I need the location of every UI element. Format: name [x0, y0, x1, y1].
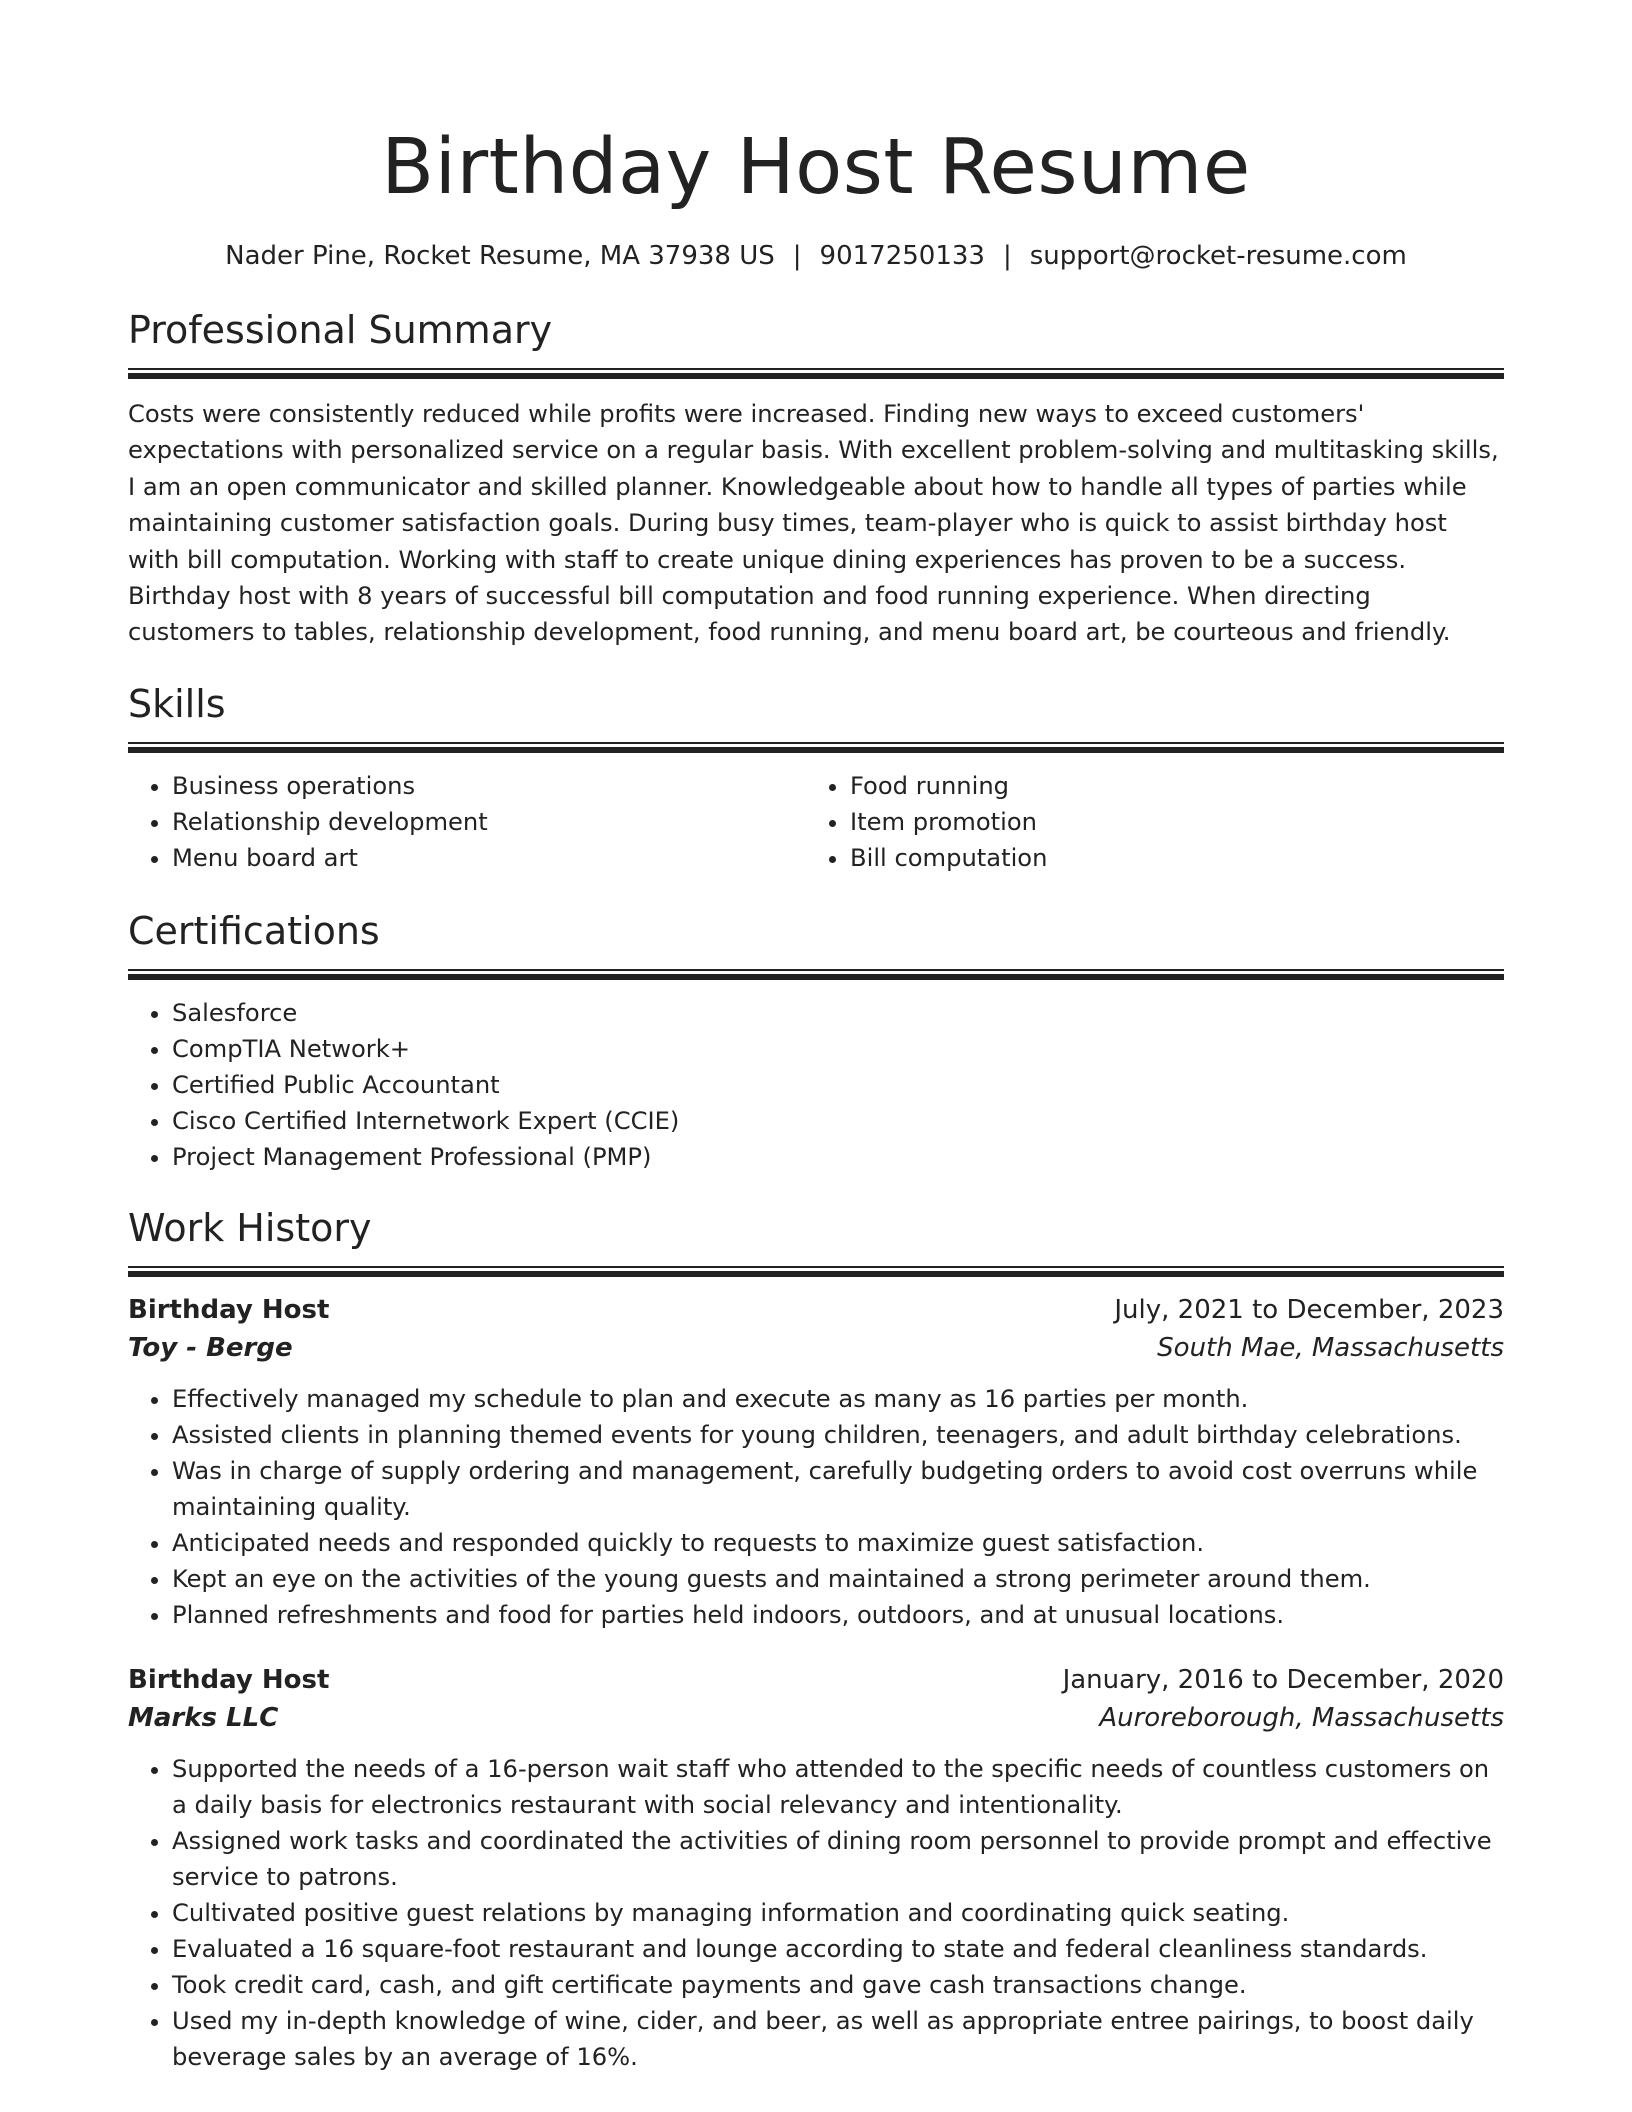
section-divider — [128, 1266, 1504, 1277]
job-bullet: • Cultivated positive guest relations by managing information and coordinating quick seating. — [172, 1895, 1504, 1931]
job-bullet: • Evaluated a 16 square-foot restaurant and lounge according to state and federal cleanliness standards. — [172, 1931, 1504, 1967]
job-bullet: • Took credit card, cash, and gift certificate payments and gave cash transactions change. — [172, 1967, 1504, 2003]
certification-item: • Project Management Professional (PMP) — [172, 1139, 1504, 1175]
work-history-section — [128, 1204, 1504, 2075]
resume-title: Birthday Host Resume — [381, 123, 1251, 212]
work-history-heading: Work History — [128, 1205, 372, 1250]
certifications-heading: Certifications — [128, 908, 380, 953]
skill-item: • Menu board art — [172, 840, 806, 876]
certifications-list — [128, 995, 1504, 1175]
skill-item: • Business operations — [172, 768, 806, 804]
job-title: Birthday Host — [128, 1664, 330, 1695]
job-bullet: • Used my in-depth knowledge of wine, cider, and beer, as well as appropriate entree pairings, to boost daily beverage sales by an average of 16%. — [172, 2003, 1504, 2075]
job-bullet: • Effectively managed my schedule to plan and execute as many as 16 parties per month. — [172, 1381, 1504, 1417]
certification-item: • Salesforce — [172, 995, 1504, 1031]
job-entry — [128, 1661, 1504, 2075]
skills-heading: Skills — [128, 681, 226, 726]
skills-right-list — [806, 768, 1484, 876]
job-title: Birthday Host — [128, 1294, 330, 1325]
job-location: Auroreborough, Massachusetts — [1099, 1702, 1504, 1733]
job-bullet: • Planned refreshments and food for parties held indoors, outdoors, and at unusual locations. — [172, 1597, 1504, 1633]
contact-address: Nader Pine, Rocket Resume, MA 37938 US — [225, 241, 775, 271]
job-bullet: • Anticipated needs and responded quickly to requests to maximize guest satisfaction. — [172, 1525, 1504, 1561]
summary-heading: Professional Summary — [128, 308, 553, 352]
resume-page — [128, 0, 1504, 2075]
job-company: Toy - Berge — [128, 1332, 293, 1363]
certification-item: • CompTIA Network+ — [172, 1031, 1504, 1067]
job-bullet: • Assigned work tasks and coordinated the activities of dining room personnel to provide prompt and effective service to patrons. — [172, 1823, 1504, 1895]
job-bullets — [128, 1751, 1504, 2075]
skills-left-list — [128, 768, 806, 876]
job-header — [128, 1291, 1504, 1329]
job-company: Marks LLC — [128, 1702, 279, 1733]
job-location: South Mae, Massachusetts — [1157, 1332, 1504, 1363]
skill-item: • Food running — [850, 768, 1484, 804]
summary-text: Costs were consistently reduced while profits were increased. Finding new ways to exceed customers' expectations with personalized service on a regular basis. With excellent problem-solving and multitasking skills, I am an open communicator and skilled planner. Knowledgeable about how to handle all types of parties while maintaining customer satisfaction goals. During busy times, team-player who is quick to assist birthday host with bill computation. Working with staff to create unique dining experiences has proven to be a success. Birthday host with 8 years of successful bill computation and food running experience. When directing customers to tables, relationship development, food running, and menu board art, be courteous and friendly. — [128, 400, 1499, 647]
job-bullet: • Assisted clients in planning themed events for young children, teenagers, and adult birthday celebrations. — [172, 1417, 1504, 1453]
job-bullets — [128, 1381, 1504, 1633]
skills-section — [128, 680, 1504, 876]
skill-item: • Item promotion — [850, 804, 1484, 840]
job-subheader — [128, 1329, 1504, 1367]
job-bullet: • Kept an eye on the activities of the young guests and maintained a strong perimeter around them. — [172, 1561, 1504, 1597]
job-entry — [128, 1291, 1504, 1633]
contact-email: support@rocket-resume.com — [1029, 241, 1407, 271]
skills-columns — [128, 768, 1504, 876]
section-divider — [128, 969, 1504, 980]
job-header — [128, 1661, 1504, 1699]
certification-item: • Cisco Certified Internetwork Expert (CCIE) — [172, 1103, 1504, 1139]
job-dates: July, 2021 to December, 2023 — [1114, 1294, 1504, 1325]
job-subheader — [128, 1699, 1504, 1737]
section-divider — [128, 742, 1504, 753]
job-dates: January, 2016 to December, 2020 — [1062, 1664, 1504, 1695]
summary-section — [128, 306, 1504, 651]
contact-line — [128, 239, 1504, 273]
section-divider — [128, 368, 1504, 379]
contact-separator: | — [1002, 241, 1012, 271]
skill-item: • Relationship development — [172, 804, 806, 840]
contact-phone: 9017250133 — [819, 241, 985, 271]
certifications-section — [128, 907, 1504, 1175]
certification-item: • Certified Public Accountant — [172, 1067, 1504, 1103]
job-bullet: • Was in charge of supply ordering and management, carefully budgeting orders to avoid cost overruns while maintaining quality. — [172, 1453, 1504, 1525]
skill-item: • Bill computation — [850, 840, 1484, 876]
job-bullet: • Supported the needs of a 16-person wait staff who attended to the specific needs of countless customers on a daily basis for electronics restaurant with social relevancy and intentionality. — [172, 1751, 1504, 1823]
contact-separator: | — [792, 241, 802, 271]
